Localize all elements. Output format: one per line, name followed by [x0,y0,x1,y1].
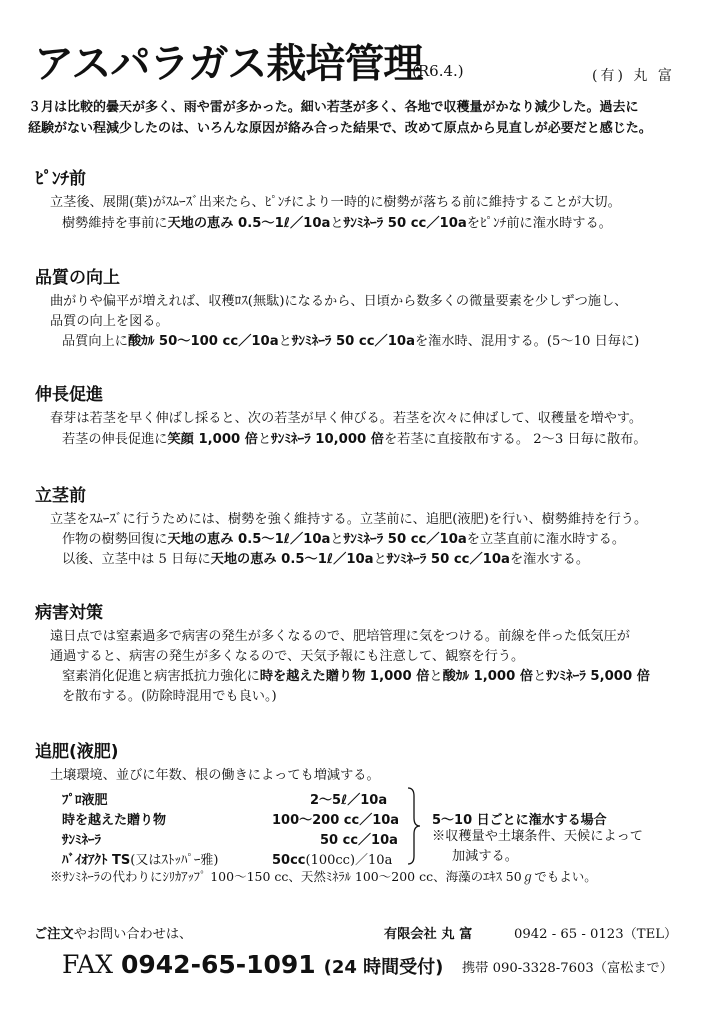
table-row-amount: 100～200 cc／10a [272,813,400,828]
text-span: ご注文 [34,927,74,942]
product-sanminera: ｻﾝﾐﾈｰﾗ 10,000 倍 [271,432,384,447]
fax-line [62,948,443,985]
text-span: 樹勢維持を事前に [62,216,168,231]
text-span: 作物の樹勢回復に [62,532,168,547]
disease-line-4: を散布する。(防除時混用でも良い。) [62,689,277,704]
pinch-line-2 [62,215,612,233]
growth-line-1: 春芽は若茎を早く伸ばし採ると、次の若茎が早く伸びる。若茎を次々に伸ばして、収穫量を増やす。 [50,411,643,426]
fax-label: FAX [62,950,114,979]
table-row-name: 時を越えた贈り物 [62,813,167,828]
interval-note: 5～10 日ごとに潅水する場合 [432,813,607,828]
quality-line-1: 曲がりや偏平が増えれば、収穫ﾛｽ(無駄)になるから、日頃から数多くの微量要素を少しずつ施し、 [50,294,628,309]
mobile-number: 携帯 090-3328-7603（富松まで） [462,961,673,976]
product-tenchi: 天地の恵み 0.5～1ℓ／10a [167,216,331,231]
disease-line-1: 遠日点では窒素過多で病害の発生が多くなるので、肥培管理に気をつける。前線を伴った低気圧が [50,629,630,644]
text-span: と [278,334,292,349]
product-sancal: 酸ｶﾙ 1,000 倍 [442,669,534,684]
text-span: 50cc [272,853,306,868]
product-sanminera: ｻﾝﾐﾈｰﾗ 50 cc／10a [291,334,415,349]
text-span: をﾋﾟﾝﾁ前に潅水時する。 [466,216,612,231]
text-span: やお問い合わせは、 [73,927,193,942]
text-span: を潅水時、混用する。(5～10 日毎に) [415,334,640,349]
text-span: 若茎の伸長促進に [62,432,168,447]
product-sanminera: ｻﾝﾐﾈｰﾗ 5,000 倍 [546,669,650,684]
product-sanminera: ｻﾝﾐﾈｰﾗ 50 cc／10a [343,532,467,547]
text-span: と [373,552,387,567]
table-row-amount: 50 cc／10a [320,833,398,848]
title-date: (R6.4.) [412,62,464,80]
footer-company: 有限会社 丸 富 [384,927,473,942]
page-title: アスパラガス栽培管理 [34,41,423,87]
text-span: と [330,532,344,547]
heading-growth: 伸長促進 [35,385,103,405]
text-span: (又はｽﾄｯﾊﾟｰ雅) [130,853,219,868]
product-sanminera: ｻﾝﾐﾈｰﾗ 50 cc／10a [343,216,467,231]
quality-line-2: 品質の向上を図る。 [50,314,169,329]
product-sancal: 酸ｶﾙ 50～100 cc／10a [127,334,279,349]
company-name-top: (有) 丸 富 [592,68,675,84]
standing-line-1: 立茎をｽﾑｰｽﾞに行うためには、樹勢を強く維持する。立茎前に、追肥(液肥)を行い、樹勢維持を行う。 [50,512,648,527]
adjust-note-1: ※収穫量や土壌条件、天候によって [432,829,643,844]
heading-topdress: 追肥(液肥) [35,742,119,762]
text-span: と [330,216,344,231]
heading-disease: 病害対策 [35,603,103,623]
product-sanminera: ｻﾝﾐﾈｰﾗ 50 cc／10a [386,552,510,567]
text-span: 窒素消化促進と病害抵抗力強化に [62,669,260,684]
text-span: と [257,432,272,447]
product-egao: 笑顔 1,000 倍 [167,432,258,447]
intro-line-1: ３月は比較的曇天が多く、雨や雷が多かった。細い若茎が多く、各地で収穫量がかなり減少した。過去に [28,100,639,115]
table-row-amount [272,849,392,868]
brace-icon [404,786,424,866]
footer-tel: 0942 - 65 - 0123（TEL） [514,927,678,942]
disease-line-2: 通過すると、病害の発生が多くなるので、天気予報にも注意して、観察を行う。 [50,649,525,664]
disease-line-3 [62,668,650,686]
topdress-line-1: 土壌環境、並びに年数、根の働きによっても増減する。 [50,768,380,783]
order-text [34,926,192,944]
product-tokiokoeta: 時を越えた贈り物 1,000 倍 [259,669,430,684]
heading-standing: 立茎前 [35,486,86,506]
heading-quality: 品質の向上 [35,268,120,288]
table-row-name: ｻﾝﾐﾈｰﾗ [62,833,101,848]
pinch-line-1: 立茎後、展開(葉)がｽﾑｰｽﾞ出来たら、ﾋﾟﾝﾁにより一時的に樹勢が落ちる前に維持することが大切。 [50,195,621,210]
quality-line-3 [62,333,639,351]
text-span: ﾊﾞｲｵｱｸﾄ TS [62,853,131,868]
text-span: と [429,669,443,684]
text-span: と [533,669,547,684]
growth-line-2 [62,431,647,449]
text-span: を立茎直前に潅水時する。 [466,532,626,547]
intro-line-2: 経験がない程減少したのは、いろんな原因が絡み合った結果で、改めて原点から見直しが必要だと感じた。 [28,121,652,136]
table-row-name [62,849,218,868]
fax-note: (24 時間受付) [323,957,444,978]
text-span: 以後、立茎中は 5 日毎に [62,552,211,567]
text-span: (100cc)／10a [305,853,393,868]
topdress-footnote: ※ｻﾝﾐﾈｰﾗの代わりにｼﾘｶｱｯﾌﾟ 100～150 cc、天然ﾐﾈﾗﾙ 100～200 cc、海藻のｴｷｽ 50ℊでもよい。 [50,869,597,884]
fax-number: 0942-65-1091 [120,950,316,979]
product-tenchi: 天地の恵み 0.5～1ℓ／10a [167,532,331,547]
text-span: を若茎に直接散布する。 2～3 日毎に散布。 [383,432,647,447]
standing-line-2 [62,531,625,549]
adjust-note-2: 加減する。 [452,849,518,864]
table-row-name: ﾌﾟﾛ液肥 [62,793,108,808]
table-row-amount: 2～5ℓ／10a [310,793,388,808]
text-span: 品質向上に [62,334,128,349]
heading-pinch: ﾋﾟﾝﾁ前 [35,169,86,189]
product-tenchi: 天地の恵み 0.5～1ℓ／10a [210,552,374,567]
text-span: を潅水する。 [509,552,590,567]
standing-line-3 [62,551,589,569]
